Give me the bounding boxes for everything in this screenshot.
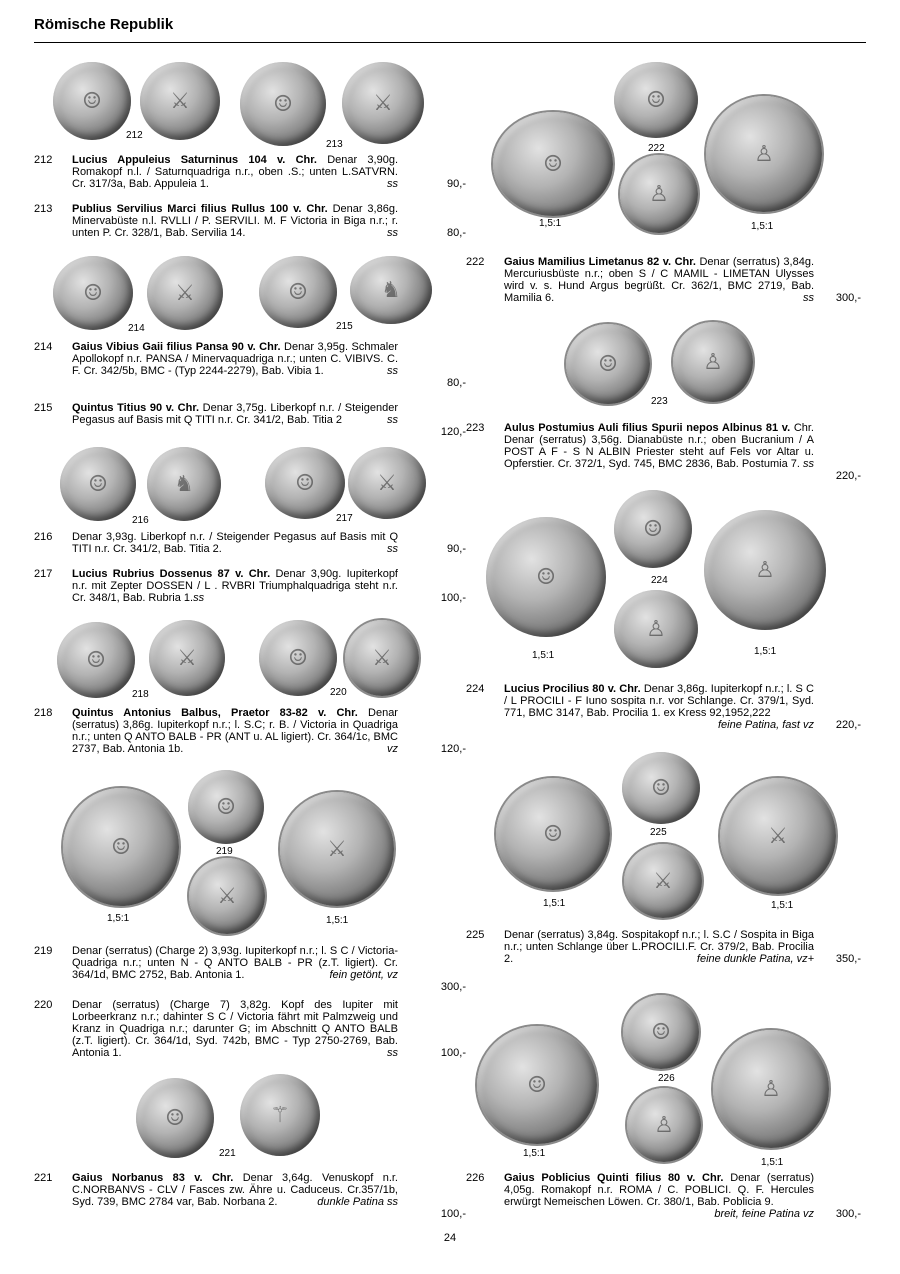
lot-description: Denar 3,86g. Minervabüste n.l. RVLLI / P. SERVILI. M. F Victoria in Biga n.r.; r. unten P. Cr. 328/1, Bab. Servilia 14. [72,203,398,239]
lot-number: 224 [466,683,485,695]
lot-price: 80,- [447,227,466,239]
coin-image: ☺ [622,752,700,824]
lot-description: Chr. Denar (serratus) 3,56g. Dianabüste n.r.; oben Bucranium / A POST A F - S N ALBIN Priester steht auf Fels vor Altar u. Opferstier. Cr. 372/1, Syd. 745, BMC 2836, Bab. Postumia 7. [504,422,814,470]
lot-price: 90,- [447,543,466,555]
coin-image: ☺ [566,324,650,404]
coin-number-label: 217 [336,513,353,524]
coin-image: ☺ [614,62,698,138]
lot-entry [466,422,866,486]
lot-entry [34,402,466,442]
lot-grade: ss [803,458,814,470]
lot-number: 217 [34,568,53,580]
header-rule [34,42,866,43]
lot-number: 212 [34,154,53,166]
lot-entry [466,683,866,731]
coin-image: ⚔ [149,620,225,696]
lot-title: Gaius Poblicius Quinti filius 80 v. Chr. [504,1172,724,1184]
lot-description: Denar (serratus) 3,84g. Sospitakopf n.r.; l. S.C / Sospita in Biga n.r.; unten Schlange über L.PROCILI.F. Cr. 379/2, Bab. Procilia 2. [504,929,814,965]
coin-image: ☺ [53,62,131,140]
coin-image: ♙ [673,322,753,402]
lot-title: Lucius Appuleius Saturninus 104 v. Chr. [72,154,317,166]
lot-grade: feine dunkle Patina, vz+ [696,953,814,965]
coin-image: ☺ [57,622,135,698]
lot-title: Quintus Titius 90 v. Chr. [72,402,200,414]
lot-price: 300,- [835,1208,861,1220]
coin-number-label: 220 [330,687,347,698]
lot-description: Denar 3,75g. Liberkopf n.r. / Steigender Pegasus auf Basis mit Q TITI n.r. Cr. 341/2, Bab. Titia 2 [72,402,398,426]
lot-description: Denar 3,93g. Liberkopf n.r. / Steigender Pegasus auf Basis mit Q TITI n.r. Cr. 341/2, Bab. Titia 2. [72,531,398,555]
lot-number: 216 [34,531,53,543]
coin-image: ☺ [63,788,179,906]
lot-description: Denar (serratus) 3,84g. Mercuriusbüste n.r.; oben S / C MAMIL - LIMETAN Ulysses wird v. s. Hund Argus begrüßt. Cr. 362/1, BMC 2719, Bab. Mamilia 6. [504,256,814,304]
lot-title: Lucius Rubrius Dossenus 87 v. Chr. [72,568,271,580]
lot-price: 90,- [447,178,466,190]
lot-description: Denar (serratus) 3,86g. Iupiterkopf n.r.; l. S.C; r. B. / Victoria in Quadriga n.r.; unten Q ANTO BALB - PR (ANT u. AL ligiert). Cr. 364/1c, BMC 2737, Bab. Antonia 1b. [72,707,398,755]
lot-entry [466,256,866,304]
lot-description: Denar 3,90g. Iupiterkopf n.r. mit Zepter DOSSEN / L . RVBRI Triumphalquadriga steht n.r. Cr. 348/1, Bab. Rubria 1. [72,568,398,604]
lot-description: Denar 3,90g. Romakopf n.l. / Saturnquadriga n.r., oben .S.; unten L.SATVRN. Cr. 317/3a, Bab. Appuleia 1. [72,154,399,190]
coin-image: ⚔ [720,778,836,894]
coin-image: ☺ [240,62,326,146]
coin-number-label: 222 [648,143,665,154]
coin-number-label: 219 [216,846,233,857]
lot-title: Publius Servilius Marci filius Rullus 100 v. Chr. [72,203,328,215]
lot-grade: breit, feine Patina vz [714,1208,814,1220]
coin-image: ☺ [188,770,264,844]
lot-grade: feine Patina, fast vz [718,719,814,731]
lot-price: 120,- [440,743,466,755]
coin-number-label: 212 [126,130,143,141]
lot-entry [34,1172,466,1224]
coin-number-label: 221 [219,1148,236,1159]
coin-number-label: 225 [650,827,667,838]
scale-label: 1,5:1 [771,900,794,911]
lot-description: Denar 3,95g. Schmaler Apollokopf n.r. PANSA / Minervaquadriga n.r.; unten C. VIBIVS. C. F. Cr. 342/5b, BMC - (Typ 2244-2279), Bab. Vibia 1. [72,341,398,377]
lot-entry [34,999,466,1063]
scale-label: 1,5:1 [326,915,349,926]
lot-price: 220,- [835,719,861,731]
coin-image: ⚔ [147,256,223,330]
lot-grade: dunkle Patina ss [317,1196,398,1208]
lot-description: Denar 3,86g. Iupiterkopf n.r.; l. S C / L PROCILI - F Iuno sospita n.r. vor Schlange. Cr. 379/1, Syd. 771, BMC 3147, Bab. Procilia 1. ex Kress 92,1952,222 [504,683,814,719]
lot-entry [466,1172,866,1224]
scale-label: 1,5:1 [761,1157,784,1168]
scale-label: 1,5:1 [523,1148,546,1159]
coin-image: ⚔ [345,620,419,696]
lot-number: 213 [34,203,53,215]
coin-image: ♞ [147,447,221,521]
lot-entry [466,929,866,969]
scale-label: 1,5:1 [532,650,555,661]
lot-number: 221 [34,1172,53,1184]
coin-number-label: 218 [132,689,149,700]
lot-price: 120,- [440,426,466,438]
coin-image: ☺ [486,517,606,637]
scale-label: 1,5:1 [751,221,774,232]
lot-number: 220 [34,999,53,1011]
coin-number-label: 215 [336,321,353,332]
page-header: Römische Republik [34,16,174,33]
coin-number-label: 226 [658,1073,675,1084]
coin-image: ♙ [706,96,822,212]
lot-number: 219 [34,945,53,957]
lot-grade: ss [387,178,398,190]
coin-image: ☺ [136,1078,214,1158]
coin-image: ☺ [259,620,337,696]
lot-entry [34,531,466,559]
scale-label: 1,5:1 [539,218,562,229]
lot-grade: fein getönt, vz [329,969,398,981]
lot-entry [34,154,466,194]
lot-title: Quintus Antonius Balbus, Praetor 83-82 v. Chr. [72,707,358,719]
lot-entry [34,707,466,759]
scale-label: 1,5:1 [754,646,777,657]
coin-image: ☺ [265,447,345,519]
lot-title: Gaius Mamilius Limetanus 82 v. Chr. [504,256,696,268]
lot-grade: vz [387,743,398,755]
coin-image: ⚔ [348,447,426,519]
coin-image: ♙ [704,510,826,630]
coin-number-label: 213 [326,139,343,150]
lot-title: Lucius Procilius 80 v. Chr. [504,683,641,695]
coin-number-label: 214 [128,323,145,334]
lot-entry [34,203,466,243]
lot-title: Aulus Postumius Auli filius Spurii nepos Albinus 81 v. [504,422,791,434]
lot-number: 214 [34,341,53,353]
lot-price: 100,- [440,592,466,604]
coin-image: ☺ [60,447,136,521]
coin-image: ☺ [496,778,610,890]
lot-number: 222 [466,256,485,268]
lot-grade: ss [803,292,814,304]
lot-grade: ss [387,227,398,239]
coin-image: ☺ [477,1026,597,1144]
coin-image: ☺ [259,256,337,328]
lot-entry [34,568,466,608]
scale-label: 1,5:1 [543,898,566,909]
coin-image: ☺ [53,256,133,330]
lot-number: 215 [34,402,53,414]
coin-image: ♙ [627,1088,701,1162]
coin-image: ⚔ [140,62,220,140]
lot-grade: ss [193,592,205,604]
coin-image: ♙ [713,1030,829,1148]
lot-number: 223 [466,422,485,434]
lot-price: 220,- [835,470,861,482]
lot-price: 100,- [440,1208,466,1220]
lot-grade: ss [387,1047,398,1059]
lot-price: 300,- [835,292,861,304]
lot-price: 350,- [835,953,861,965]
coin-image: ⚔ [624,844,702,918]
lot-description: Denar 3,64g. Venuskopf n.r. C.NORBANVS - CLV / Fasces zw. Ähre u. Caduceus. Cr.357/1b, Syd. 739, BMC 2784 var, Bab. Norbana 2. [72,1172,398,1208]
coin-number-label: 223 [651,396,668,407]
coin-image: ♙ [620,155,698,233]
lot-number: 218 [34,707,53,719]
coin-image: ⚔ [189,858,265,934]
scale-label: 1,5:1 [107,913,130,924]
coin-image: ⚔ [342,62,424,144]
lot-title: Gaius Norbanus 83 v. Chr. [72,1172,234,1184]
lot-price: 100,- [440,1047,466,1059]
lot-price: 80,- [447,377,466,389]
lot-number: 226 [466,1172,485,1184]
coin-image: ♙ [614,590,698,668]
coin-number-label: 216 [132,515,149,526]
coin-image: ⚔ [280,792,394,906]
coin-image: ☺ [493,112,613,216]
coin-image: ♞ [350,256,432,324]
coin-number-label: 224 [651,575,668,586]
lot-description: Denar (serratus) (Charge 7) 3,82g. Kopf des Iupiter mit Lorbeerkranz n.r.; dahinter S C / Victoria fährt mit Palmzweig und Kranz in Quadriga n.r.; darunter G; im Abschnitt Q ANTO BALB (z.T. ligiert). Cr. 364/1d, Syd. 742b, BMC - Typ 2750-2769, Bab. Antonia 1. [72,999,398,1059]
coin-image: ☺ [623,995,699,1069]
lot-entry [34,945,466,997]
lot-title: Gaius Vibius Gaii filius Pansa 90 v. Chr. [72,341,281,353]
lot-number: 225 [466,929,485,941]
lot-price: 300,- [440,981,466,993]
page-number: 24 [443,1232,457,1244]
lot-grade: ss [387,414,398,426]
coin-image: ☺ [614,490,692,568]
lot-grade: ss [387,365,398,377]
lot-entry [34,341,466,389]
coin-image: ⚚ [240,1074,320,1156]
lot-description: Denar (serratus) 4,05g. Romakopf n.r. ROMA / C. POBLICI. Q. F. Hercules erwürgt Nemeischen Löwen. Cr. 380/1, Bab. Poblicia 9. [504,1172,814,1208]
lot-grade: ss [387,543,398,555]
lot-description: Denar (serratus) (Charge 2) 3,93g. Iupiterkopf n.r.; l. S C / Victoria-Quadriga n.r.; unten N - Q ANTO BALB - PR (z.T. ligiert). Cr. 364/1d, BMC 2752, Bab. Antonia 1. [72,945,398,981]
